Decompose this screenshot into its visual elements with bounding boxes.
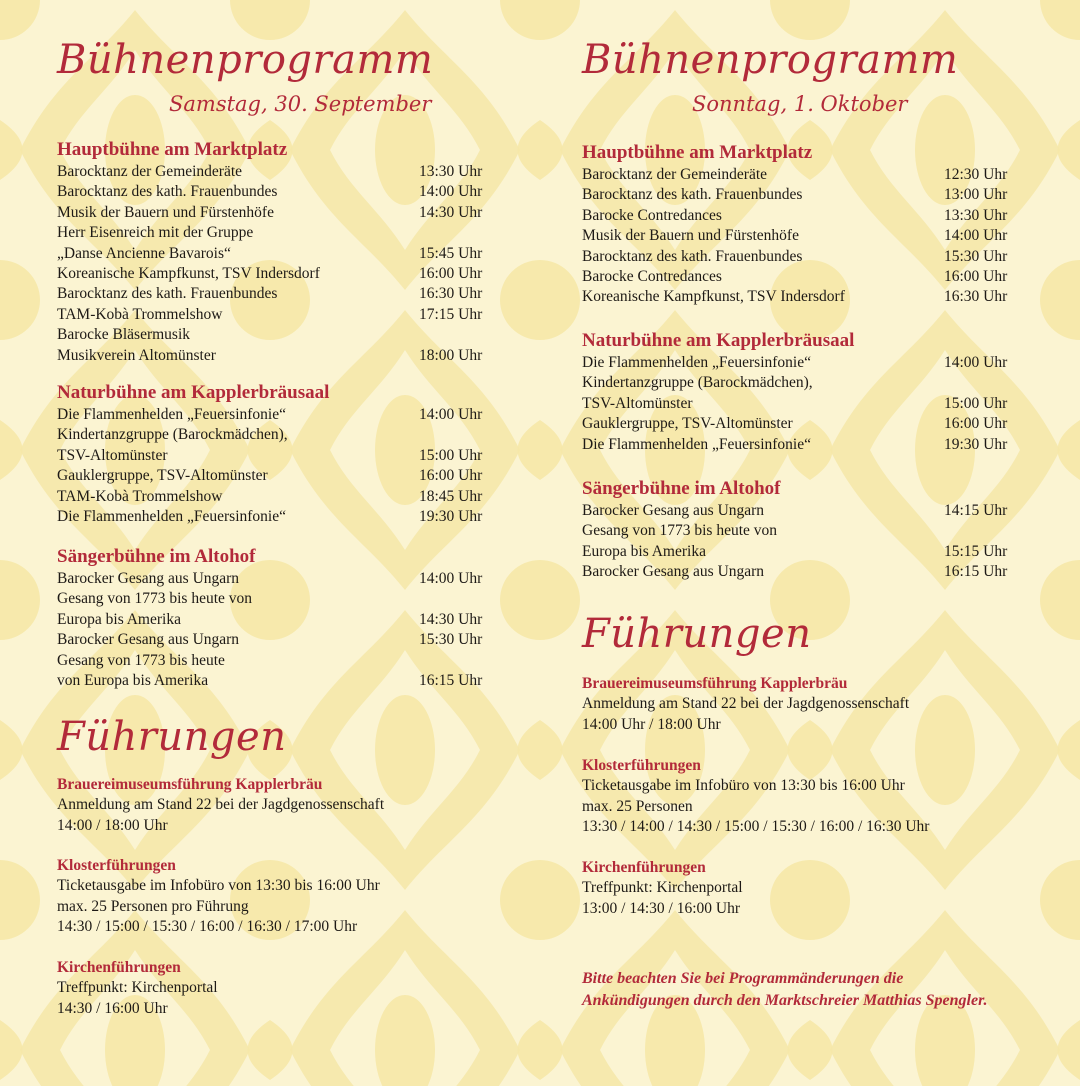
program-change-note: Bitte beachten Sie bei Programmänderungen die Ankündigungen durch den Marktschreier Matthias Spengler. [582, 970, 988, 1009]
section-heading: Naturbühne am Kapplerbräusaal [582, 330, 855, 351]
program-row: Gesang von 1773 bis heute [57, 651, 225, 669]
program-row: Musik der Bauern und Fürstenhöfe 14:00 Uhr [582, 227, 1008, 245]
left-tour-brewery [57, 775, 384, 836]
tour-line: Anmeldung am Stand 22 bei der Jagdgenossenschaft [582, 695, 910, 713]
left-section-singer-stage [57, 545, 493, 691]
program-row: TAM-Kobà Trommelshow 18:45 Uhr [57, 487, 483, 505]
program-row: Barocke Contredances 16:00 Uhr [582, 268, 1008, 286]
program-row: Barocktanz der Gemeinderäte 12:30 Uhr [582, 166, 1008, 183]
section-heading: Hauptbühne am Marktplatz [582, 142, 813, 163]
right-tour-brewery [582, 674, 909, 735]
tour-heading: Klosterführungen [582, 757, 701, 774]
section-heading: Hauptbühne am Marktplatz [57, 139, 288, 160]
left-tour-monastery [57, 856, 380, 938]
program-row: Gauklergruppe, TSV-Altomünster 16:00 Uhr [582, 415, 1008, 433]
program-row: Kindertanzgruppe (Barockmädchen), [57, 426, 288, 444]
program-row: TSV-Altomünster 15:00 Uhr [57, 446, 483, 464]
program-row: von Europa bis Amerika 16:15 Uhr [57, 672, 483, 690]
right-section-main-stage [582, 141, 1018, 308]
left-tours-title: Führungen [57, 714, 287, 760]
program-row: Gesang von 1773 bis heute von [57, 590, 253, 608]
tour-heading: Klosterführungen [57, 857, 176, 874]
tour-line: 14:30 / 15:00 / 15:30 / 16:00 / 16:30 / 17:00 Uhr [57, 918, 358, 936]
left-tour-church [57, 958, 218, 1019]
tour-line: Ticketausgabe im Infobüro von 13:30 bis 16:00 Uhr [582, 777, 905, 795]
tour-heading: Brauereimuseumsführung Kapplerbräu [582, 675, 848, 692]
program-row: Koreanische Kampfkunst, TSV Indersdorf 16:00 Uhr [57, 265, 483, 283]
right-section-nature-stage [582, 329, 1018, 455]
section-heading: Sängerbühne im Altohof [582, 478, 781, 499]
program-row: Europa bis Amerika 15:15 Uhr [582, 542, 1008, 560]
right-tours-title: Führungen [582, 611, 812, 657]
tour-line: Treffpunkt: Kirchenportal [57, 979, 218, 997]
program-row: Barocktanz des kath. Frauenbundes 13:00 Uhr [582, 186, 1008, 204]
tour-line: 14:00 Uhr / 18:00 Uhr [582, 715, 721, 733]
program-row: Barocker Gesang aus Ungarn 14:15 Uhr [582, 502, 1008, 519]
right-tour-church [582, 858, 743, 919]
tour-line: 14:30 / 16:00 Uhr [57, 999, 168, 1017]
right-tour-monastery [582, 756, 929, 838]
program-row: „Danse Ancienne Bavarois“ 15:45 Uhr [57, 244, 483, 262]
left-date: Samstag, 30. September [169, 92, 432, 116]
tour-line: max. 25 Personen [582, 797, 693, 815]
tour-line: Anmeldung am Stand 22 bei der Jagdgenossenschaft [57, 796, 385, 814]
program-row: Die Flammenhelden „Feuersinfonie“ 14:00 Uhr [582, 354, 1008, 371]
program-row: Die Flammenhelden „Feuersinfonie“ 19:30 Uhr [57, 508, 483, 526]
program-row: Barocke Contredances 13:30 Uhr [582, 206, 1008, 224]
program-row: Musikverein Altomünster 18:00 Uhr [57, 346, 483, 364]
program-row: Kindertanzgruppe (Barockmädchen), [582, 374, 813, 392]
program-row: Barocktanz des kath. Frauenbundes 16:30 Uhr [57, 285, 483, 303]
tour-line: 13:30 / 14:00 / 14:30 / 15:00 / 15:30 / 16:00 / 16:30 Uhr [582, 818, 930, 836]
tour-line: max. 25 Personen pro Führung [57, 897, 249, 915]
right-section-singer-stage [582, 477, 1018, 583]
program-row: TAM-Kobà Trommelshow 17:15 Uhr [57, 305, 483, 323]
program-row: Barocktanz der Gemeinderäte 13:30 Uhr [57, 163, 483, 180]
section-heading: Naturbühne am Kapplerbräusaal [57, 382, 330, 403]
tour-line: 13:00 / 14:30 / 16:00 Uhr [582, 899, 741, 917]
left-section-main-stage [57, 138, 493, 366]
program-row: Die Flammenhelden „Feuersinfonie“ 19:30 Uhr [582, 435, 1008, 453]
program-row: Musik der Bauern und Fürstenhöfe 14:30 Uhr [57, 203, 483, 221]
left-title: Bühnenprogramm [57, 37, 434, 83]
program-row: Barocke Bläsermusik [57, 326, 191, 344]
program-row: Gesang von 1773 bis heute von [582, 522, 778, 540]
tour-line: Treffpunkt: Kirchenportal [582, 879, 743, 897]
tour-heading: Brauereimuseumsführung Kapplerbräu [57, 776, 323, 793]
tour-heading: Kirchenführungen [57, 959, 181, 976]
tour-heading: Kirchenführungen [582, 859, 706, 876]
right-date: Sonntag, 1. Oktober [692, 92, 908, 116]
program-row: Barocktanz des kath. Frauenbundes 14:00 Uhr [57, 183, 483, 201]
program-row: Barocker Gesang aus Ungarn 14:00 Uhr [57, 570, 483, 587]
program-row: Barocker Gesang aus Ungarn 16:15 Uhr [582, 563, 1008, 581]
tour-line: Ticketausgabe im Infobüro von 13:30 bis 16:00 Uhr [57, 877, 380, 895]
program-row: Barocker Gesang aus Ungarn 15:30 Uhr [57, 631, 483, 649]
left-section-nature-stage [57, 381, 493, 527]
tour-line: 14:00 / 18:00 Uhr [57, 816, 168, 834]
right-title: Bühnenprogramm [582, 37, 959, 83]
program-row: TSV-Altomünster 15:00 Uhr [582, 394, 1008, 412]
program-row: Europa bis Amerika 14:30 Uhr [57, 610, 483, 628]
program-row: Die Flammenhelden „Feuersinfonie“ 14:00 Uhr [57, 406, 483, 423]
program-row: Barocktanz des kath. Frauenbundes 15:30 Uhr [582, 247, 1008, 265]
section-heading: Sängerbühne im Altohof [57, 546, 256, 567]
program-row: Gauklergruppe, TSV-Altomünster 16:00 Uhr [57, 467, 483, 485]
program-row: Herr Eisenreich mit der Gruppe [57, 224, 254, 242]
program-row: Koreanische Kampfkunst, TSV Indersdorf 16:30 Uhr [582, 288, 1008, 306]
